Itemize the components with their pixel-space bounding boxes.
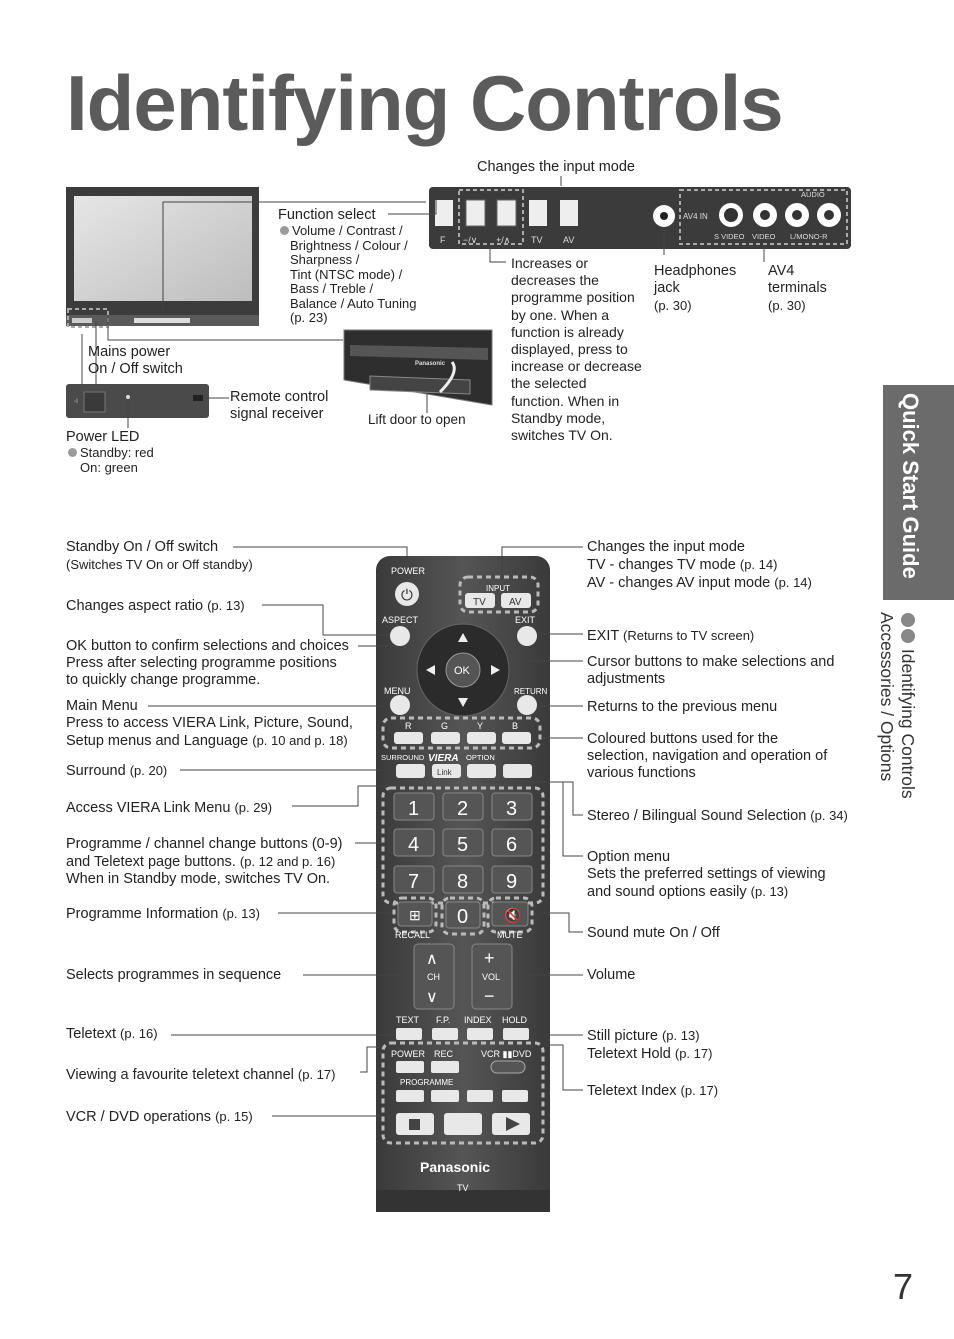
page-number: 7 bbox=[893, 1266, 914, 1307]
svg-text:◦I: ◦I bbox=[74, 399, 78, 405]
ch-up-icon: ∧ bbox=[426, 951, 438, 968]
panel-svideo: S VIDEO bbox=[714, 232, 745, 241]
label-main-menu: Main Menu Press to access VIERA Link, Picture, Sound, Setup menus and Language (p. 10 and p. 18) bbox=[66, 698, 353, 749]
panel-video: VIDEO bbox=[752, 232, 776, 241]
remote-exit-label: EXIT bbox=[515, 615, 536, 625]
label-surround: Surround (p. 20) bbox=[66, 763, 168, 779]
tv-side-panel-illustration bbox=[429, 187, 851, 249]
label-stereo: Stereo / Bilingual Sound Selection (p. 34) bbox=[587, 808, 848, 824]
panel-lmono: L/MONO-R bbox=[790, 232, 828, 241]
remote-menu-label: MENU bbox=[384, 686, 411, 696]
label-favourite: Viewing a favourite teletext channel (p. 17) bbox=[66, 1067, 336, 1083]
info-icon: ⊞ bbox=[409, 907, 421, 923]
label-prog-info: Programme Information (p. 13) bbox=[66, 906, 260, 922]
svg-text:⏻: ⏻ bbox=[401, 587, 413, 604]
label-aspect: Changes aspect ratio (p. 13) bbox=[66, 598, 245, 614]
panel-audio: AUDIO bbox=[801, 190, 825, 199]
panel-minus: −/∨ bbox=[463, 235, 478, 245]
side-sub-2: Accessories / Options bbox=[877, 612, 897, 782]
remote-b-label: B bbox=[512, 721, 519, 731]
label-function-select-items: Volume / Contrast / Brightness / Colour / Sharpness / Tint (NTSC mode) / Bass / Treble / Balance / Auto Tuning (p. 23) bbox=[280, 224, 416, 326]
label-av4: AV4 terminals (p. 30) bbox=[768, 263, 827, 313]
mute-icon: 🔇 bbox=[504, 907, 522, 923]
label-exit: EXIT (Returns to TV screen) bbox=[587, 628, 755, 644]
label-teletext: Teletext (p. 16) bbox=[66, 1026, 158, 1042]
label-increases: Increases or decreases the programme position by one. When a function is already displayed, press to increase or decrease the selected function. When in Standby mode, switches TV On. bbox=[511, 255, 642, 444]
label-returns: Returns to the previous menu bbox=[587, 699, 778, 715]
panel-f: F bbox=[440, 235, 446, 245]
remote-return-label: RETURN bbox=[514, 687, 548, 696]
svg-text:Panasonic: Panasonic bbox=[415, 361, 446, 367]
remote-input-label: INPUT bbox=[486, 584, 510, 593]
remote-digit-3: 3 bbox=[506, 798, 518, 820]
side-tab-label: Quick Start Guide bbox=[898, 393, 923, 579]
remote-text-label: TEXT bbox=[396, 1015, 420, 1025]
bullet-dot-icon bbox=[280, 226, 289, 235]
label-changes-input-mode-top: Changes the input mode bbox=[477, 159, 635, 175]
remote-y-label: Y bbox=[477, 721, 484, 731]
remote-tv-label: TV bbox=[473, 597, 486, 608]
label-headphones: Headphones jack (p. 30) bbox=[654, 263, 737, 313]
label-vcr: VCR / DVD operations (p. 15) bbox=[66, 1109, 253, 1125]
label-viera-link: Access VIERA Link Menu (p. 29) bbox=[66, 800, 273, 816]
panel-av: AV bbox=[563, 235, 575, 245]
remote-digit-4: 4 bbox=[408, 834, 420, 856]
label-cursor: Cursor buttons to make selections and adjustments bbox=[587, 654, 835, 687]
remote-mute-label: MUTE bbox=[497, 930, 523, 940]
bullet-dot-icon bbox=[68, 448, 77, 457]
label-option-menu: Option menu Sets the preferred settings of viewing and sound options easily (p. 13) bbox=[587, 849, 826, 900]
side-sub-1: Identifying Controls bbox=[898, 648, 918, 799]
remote-digit-2: 2 bbox=[457, 798, 469, 820]
remote-model: TV bbox=[457, 1183, 469, 1193]
label-index: Teletext Index (p. 17) bbox=[587, 1083, 719, 1099]
label-coloured: Coloured buttons used for the selection, navigation and operation of various functions bbox=[587, 731, 828, 781]
panel-plus: +/∧ bbox=[496, 235, 511, 245]
remote-digit-9: 9 bbox=[506, 871, 518, 893]
label-programme-buttons: Programme / channel change buttons (0-9) and Teletext page buttons. (p. 12 and p. 16) When in Standby mode, switches TV On. bbox=[66, 836, 343, 887]
label-remote-receiver: Remote control signal receiver bbox=[230, 389, 329, 422]
lift-door-illustration bbox=[344, 330, 492, 405]
label-lift-door: Lift door to open bbox=[368, 412, 466, 427]
remote-digit-7: 7 bbox=[408, 871, 420, 893]
remote-recall-label: RECALL bbox=[395, 930, 431, 940]
remote-ok-label: OK bbox=[454, 665, 470, 677]
remote-programme-label: PROGRAMME bbox=[400, 1078, 454, 1087]
remote-rec-label: REC bbox=[434, 1049, 454, 1059]
label-mute: Sound mute On / Off bbox=[587, 925, 720, 941]
panel-av4in: AV4 IN bbox=[683, 212, 708, 221]
label-standby: Standby On / Off switch (Switches TV On or Off standby) bbox=[66, 539, 253, 572]
label-power-led: Power LED bbox=[66, 429, 140, 445]
label-power-led-states: Standby: red On: green bbox=[68, 446, 154, 475]
label-input-mode: Changes the input mode TV - changes TV mode (p. 14) AV - changes AV input mode (p. 14) bbox=[587, 539, 812, 591]
panel-tv: TV bbox=[531, 235, 543, 245]
remote-ch-label: CH bbox=[427, 972, 440, 982]
label-mains-power: Mains power On / Off switch bbox=[88, 344, 183, 377]
vol-down-icon: − bbox=[484, 986, 495, 1006]
remote-aspect-label: ASPECT bbox=[382, 615, 419, 625]
vol-up-icon: + bbox=[484, 948, 495, 968]
label-function-select: Function select bbox=[278, 207, 376, 223]
remote-hold-label: HOLD bbox=[502, 1015, 528, 1025]
remote-g-label: G bbox=[441, 721, 449, 731]
remote-av-label: AV bbox=[509, 597, 522, 608]
remote-power2-label: POWER bbox=[391, 1049, 426, 1059]
ch-down-icon: ∨ bbox=[426, 989, 438, 1006]
remote-digit-5: 5 bbox=[457, 834, 469, 856]
remote-surround-label: SURROUND bbox=[381, 753, 425, 762]
remote-brand: Panasonic bbox=[420, 1159, 491, 1175]
label-selects-prog: Selects programmes in sequence bbox=[66, 967, 282, 983]
remote-digit-0: 0 bbox=[457, 906, 469, 928]
remote-vol-label: VOL bbox=[482, 972, 501, 982]
remote-viera-label: VIERA bbox=[428, 753, 459, 764]
label-ok: OK button to confirm selections and choices Press after selecting programme positions to quickly change programme. bbox=[66, 638, 349, 688]
label-volume: Volume bbox=[587, 967, 636, 983]
remote-option-label: OPTION bbox=[466, 753, 495, 762]
power-panel-illustration bbox=[66, 384, 209, 418]
remote-power-label: POWER bbox=[391, 566, 426, 576]
remote-digit-8: 8 bbox=[457, 871, 469, 893]
remote-digit-1: 1 bbox=[408, 798, 420, 820]
page-title: Identifying Controls bbox=[66, 59, 783, 147]
remote-fp-label: F.P. bbox=[436, 1015, 451, 1025]
remote-link-label: Link bbox=[437, 768, 452, 777]
label-still-hold: Still picture (p. 13) Teletext Hold (p. 17) bbox=[587, 1028, 713, 1062]
remote-vcrdvd-label: VCR ▮▮DVD bbox=[481, 1049, 532, 1059]
remote-r-label: R bbox=[405, 721, 412, 731]
remote-digit-6: 6 bbox=[506, 834, 518, 856]
remote-index-label: INDEX bbox=[464, 1015, 492, 1025]
